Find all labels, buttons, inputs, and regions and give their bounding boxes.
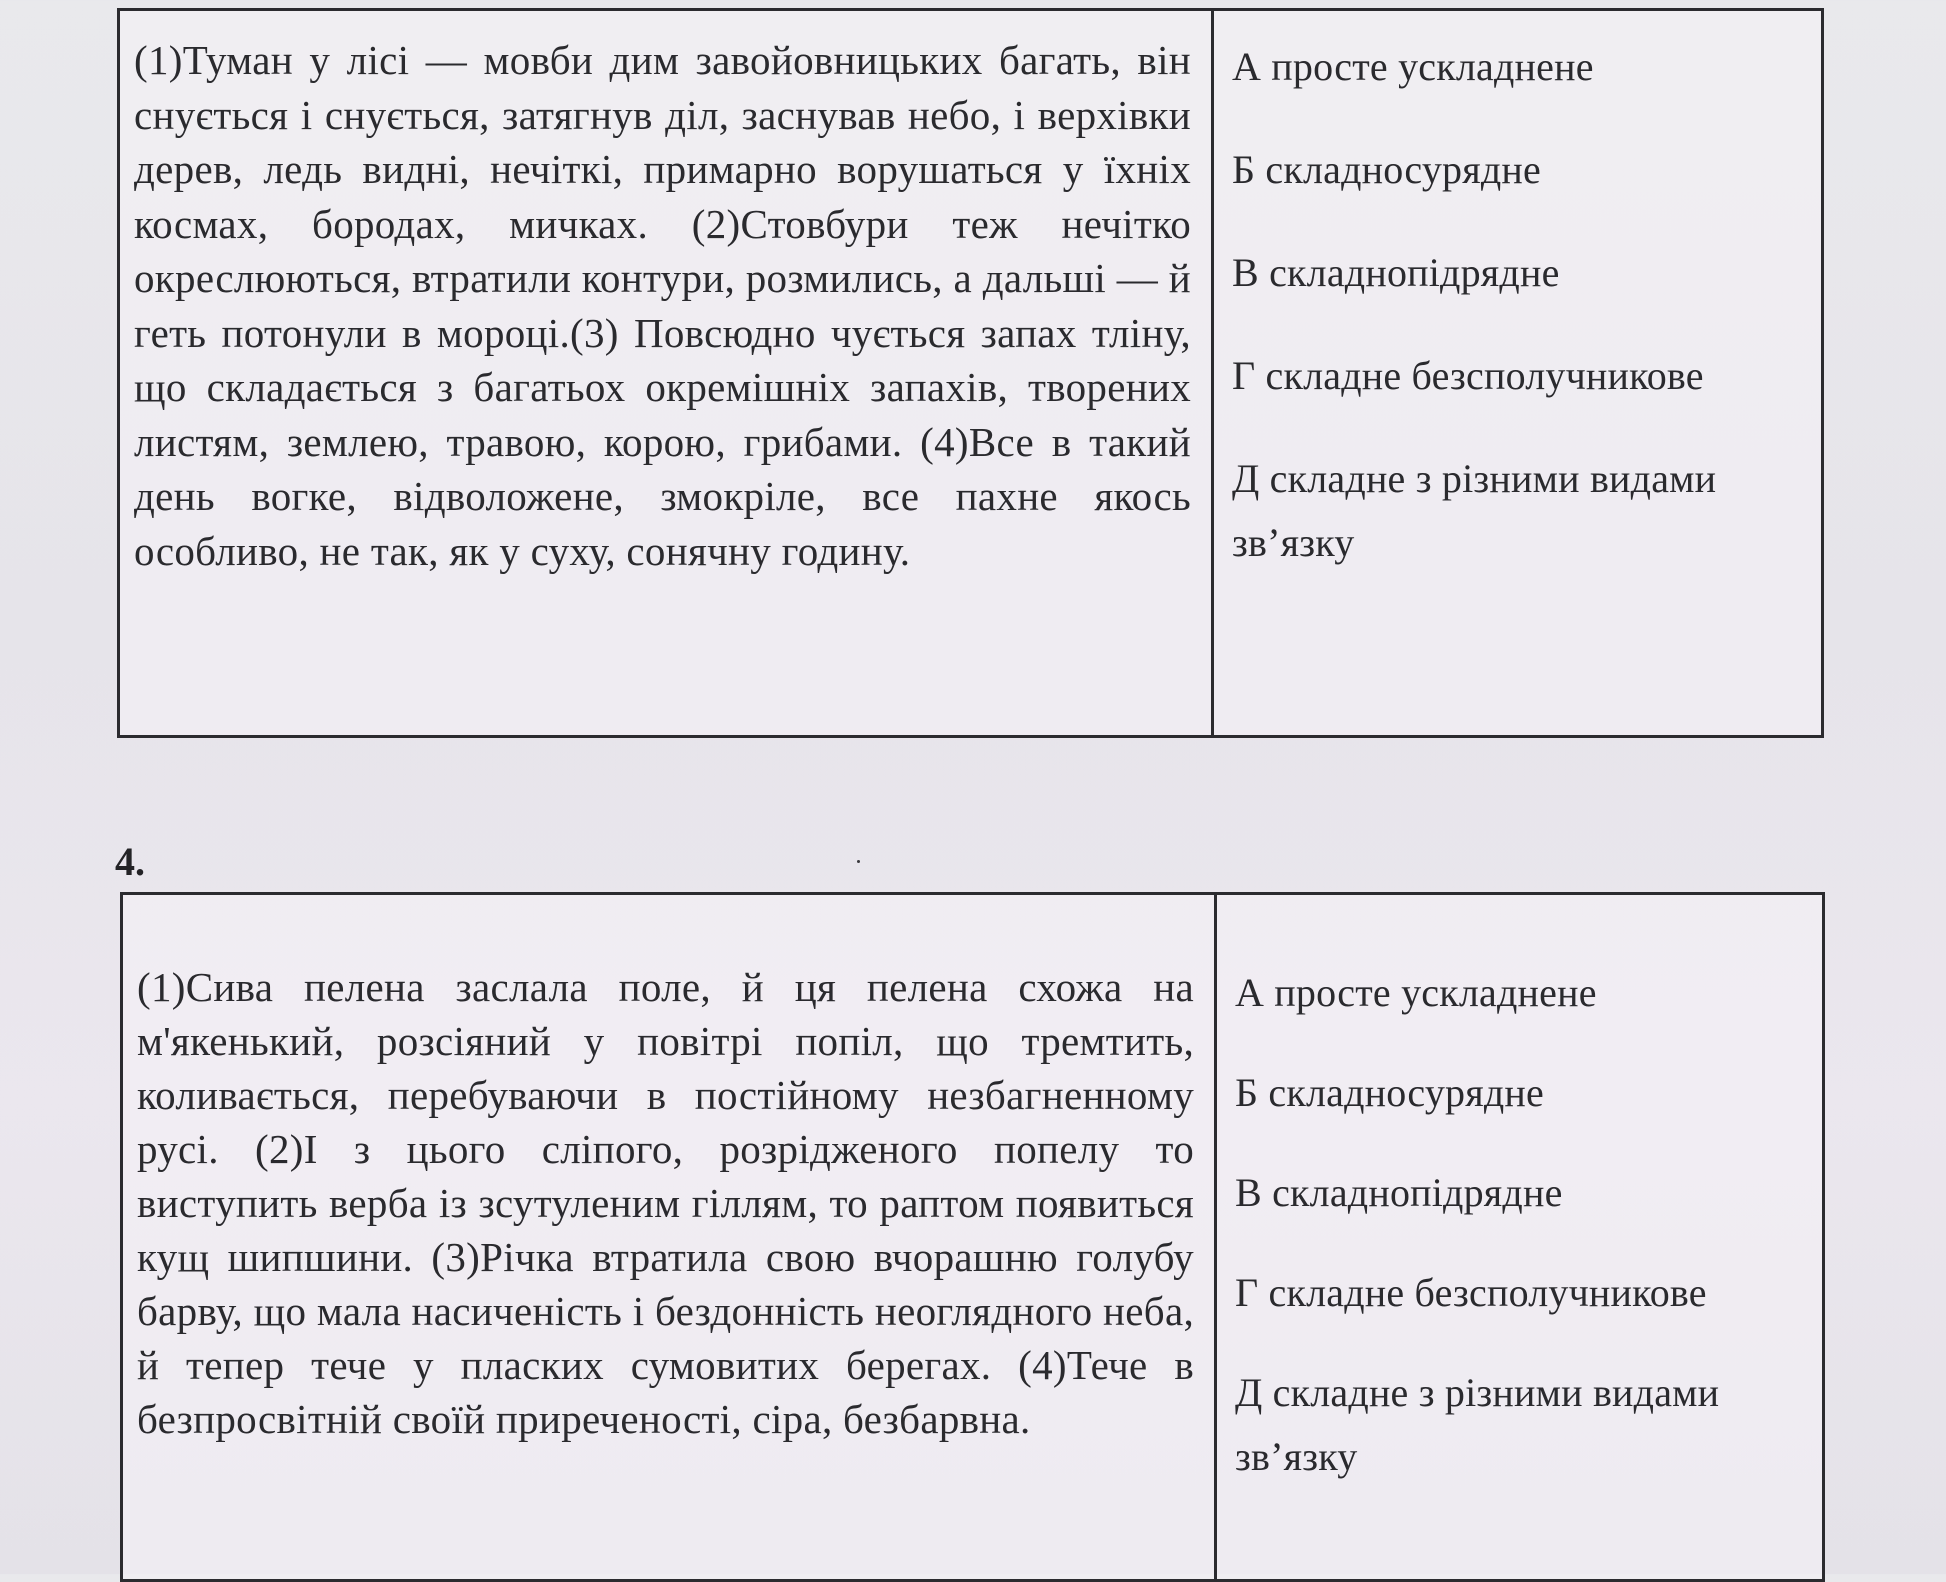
task-4-option-v: В складнопідрядне [1235,1170,1563,1215]
task-4-option-d: Д складне з різними видами зв’язку [1235,1370,1720,1479]
task-3-option-g: Г складне безсполучникове [1232,353,1704,398]
task-3-option-v: В складнопідрядне [1232,250,1560,295]
task-4-text: (1)Сива пелена заслала поле, й ця пелена схожа на м'якенький, розсіяний у повітрі попіл, що тремтить, коливається, перебуваючи в постійному незбагненному русі. (2)І з цього сліпого, розрідженого попелу то виступить верба із зсутуленим гіллям, то раптом появиться кущ шипшини. (3)Річка втратила свою вчорашню голубу барву, що мала насиченість і бездонність неоглядного неба, й тепер тече у пласких сумовитих берегах. (4)Тече в безпросвітній своїй приреченості, сіра, безбарвна. [123,895,1217,1579]
task-4-option-g: Г складне безсполучникове [1235,1270,1707,1315]
task-4-table [120,892,1825,1582]
task-3-table [117,8,1824,738]
task-4-options [1217,895,1822,1579]
task-3-option-a: А просте ускладнене [1232,44,1594,89]
task-3-option-b: Б складносурядне [1232,147,1541,192]
stray-dot [857,860,860,863]
task-3-options [1214,11,1821,735]
task-3-option-d: Д складне з різними видами зв’язку [1232,456,1717,565]
task-4-number: 4. [115,839,145,884]
task-4-option-a: А просте ускладнене [1235,970,1597,1015]
task-4-option-b: Б складносурядне [1235,1070,1544,1115]
task-3-text: (1)Туман у лісі — мовби дим завойовницьких багать, він снується і снується, затягнув діл, заснував небо, і верхівки дерев, ледь видні, нечіткі, примарно ворушаться у їхніх космах, бородах, мичках. (2)Стовбури теж нечітко окреслюються, втратили контури, розмились, а дальші — й геть потонули в мороці.(3) Повсюдно чується запах тліну, що складається з багатьох окремішніх запахів, творених листям, землею, травою, корою, грибами. (4)Все в такий день вогке, відволожене, змокріле, все пахне якось особливо, не так, як у суху, сонячну годину. [120,11,1214,735]
